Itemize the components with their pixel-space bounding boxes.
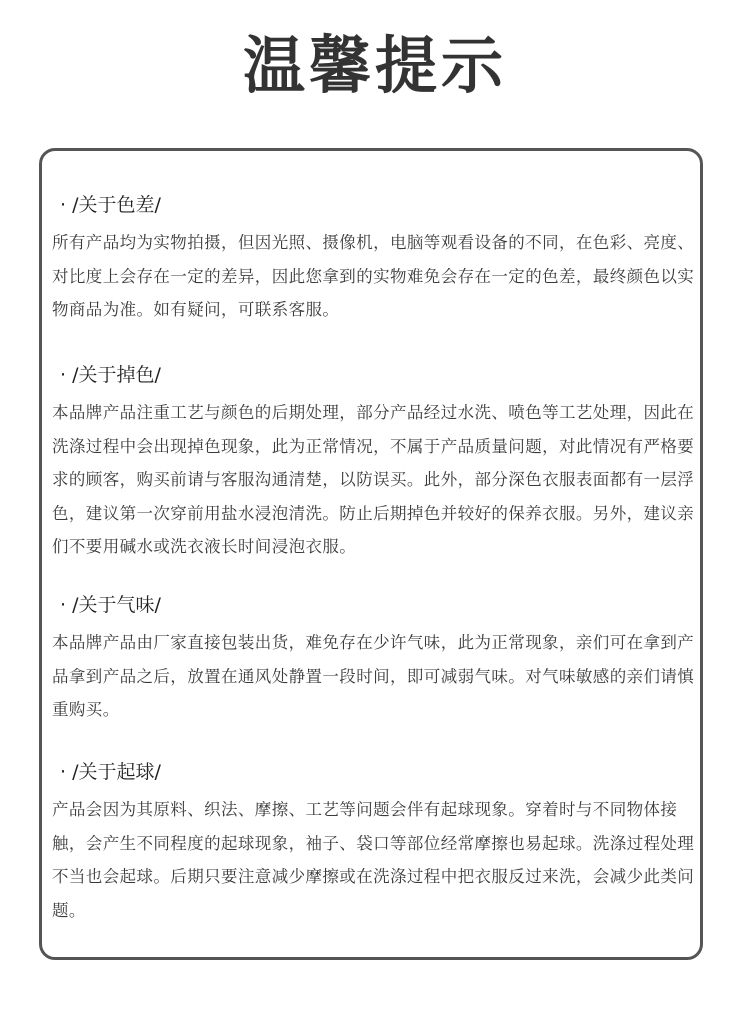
section-heading: · /关于色差/	[60, 194, 161, 216]
section-body: 产品会因为其原料、织法、摩擦、工艺等问题会伴有起球现象。穿着时与不同物体接触，会产生不同程度的起球现象，袖子、袋口等部位经常摩擦也易起球。洗涤过程处理不当也会起球。后期只要注意减少摩擦或在洗涤过程中把衣服反过来洗，会减少此类问题。	[52, 800, 695, 920]
page-title: 温馨提示	[242, 29, 507, 102]
section-color-fading	[52, 362, 707, 564]
section-color-difference	[52, 192, 707, 327]
section-body: 所有产品均为实物拍摄，但因光照、摄像机，电脑等观看设备的不同，在色彩、亮度、对比度上会存在一定的差异，因此您拿到的实物难免会存在一定的色差，最终颜色以实物商品为准。如有疑问，可联系客服。	[52, 233, 695, 319]
section-heading: · /关于气味/	[60, 594, 161, 616]
section-body: 本品牌产品由厂家直接包装出货，难免存在少许气味，此为正常现象，亲们可在拿到产品拿到产品之后，放置在通风处静置一段时间，即可减弱气味。对气味敏感的亲们请慎重购买。	[52, 633, 695, 719]
section-pilling	[52, 759, 707, 927]
section-body: 本品牌产品注重工艺与颜色的后期处理，部分产品经过水洗、喷色等工艺处理，因此在洗涤过程中会出现掉色现象，此为正常情况，不属于产品质量问题，对此情况有严格要求的顾客，购买前请与客服沟通清楚，以防误买。此外，部分深色衣服表面都有一层浮色，建议第一次穿前用盐水浸泡清洗。防止后期掉色并较好的保养衣服。另外，建议亲们不要用碱水或洗衣液长时间浸泡衣服。	[52, 403, 695, 556]
section-heading: · /关于起球/	[60, 761, 161, 783]
section-heading: · /关于掉色/	[60, 364, 161, 386]
section-odor	[52, 592, 707, 727]
